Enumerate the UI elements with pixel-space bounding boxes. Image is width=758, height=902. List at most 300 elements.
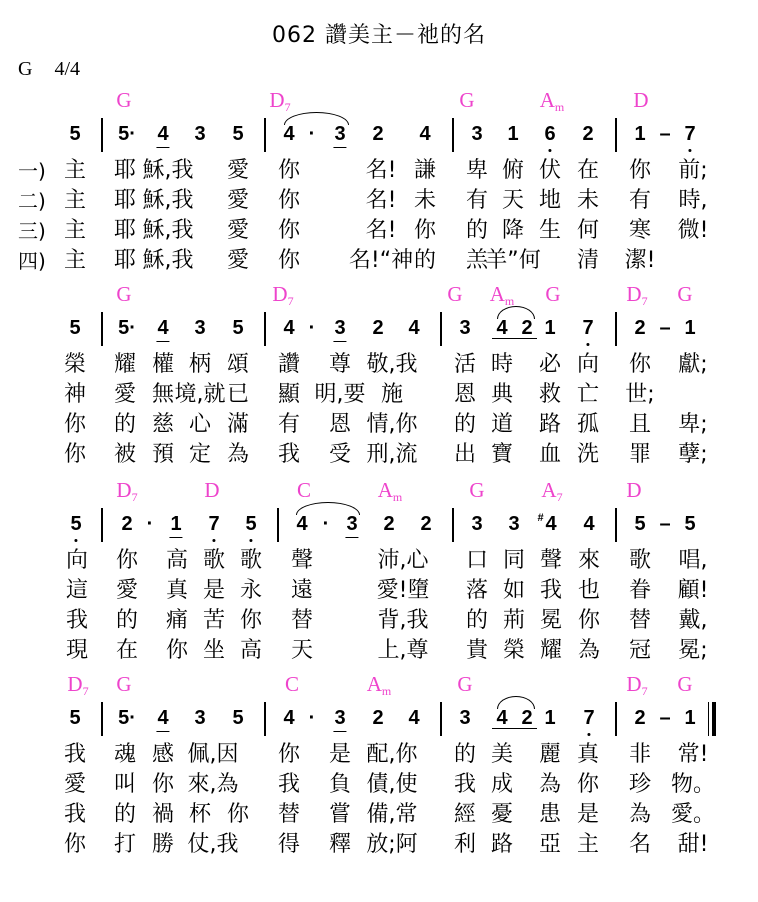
lyric-syllable: 出 (453, 442, 477, 467)
bar-line (615, 312, 617, 346)
note: 5 (69, 123, 81, 145)
chord-symbol: $A_7$ (541, 478, 563, 504)
verse-number: 二) (18, 189, 46, 213)
lyric-syllable: 我 (63, 742, 87, 767)
bar-line (277, 508, 279, 542)
chord-symbol: G (116, 88, 132, 112)
lyric-syllable: 歌 (202, 548, 226, 573)
lyric-syllable: 真 (576, 742, 600, 767)
chord-symbol: D (204, 478, 220, 502)
final-bar-line (708, 702, 716, 736)
lyric-line-verse-3 (0, 608, 758, 638)
chord-symbol: G (469, 478, 485, 502)
bar-line (101, 702, 103, 736)
lyric-syllable: 的 (465, 608, 489, 633)
lyric-syllable: 無 (151, 382, 175, 407)
lyric-syllable: 嘗 (328, 802, 352, 827)
lyric-syllable: 愛 (113, 382, 137, 407)
lyric-syllable: 魂 (113, 742, 137, 767)
note: 4 (283, 707, 295, 729)
lyric-syllable: 恩 (453, 382, 477, 407)
chord-symbol: $A_m$ (377, 478, 403, 504)
lyric-syllable: 我 (277, 772, 301, 797)
chord-symbol: $A_m$ (366, 672, 392, 698)
lyric-syllable: 為 (226, 442, 250, 467)
lyric-syllable: 榮 (63, 352, 87, 377)
bar-line (452, 508, 454, 542)
key-signature (18, 58, 102, 81)
note: 4 (496, 707, 508, 729)
lyric-line-verse-2 (0, 188, 758, 218)
bar-line (615, 702, 617, 736)
lyric-syllable: 物。 (670, 772, 716, 797)
lyric-syllable: 你 (63, 442, 87, 467)
note: – (659, 123, 671, 145)
chord-symbol: G (677, 282, 693, 306)
lyric-syllable: 謙 (413, 158, 437, 183)
lyric-syllable: 卑; (678, 412, 708, 437)
lyric-line-verse-3 (0, 802, 758, 832)
lyric-syllable: 已 (226, 382, 250, 407)
lyric-syllable: 的 (413, 248, 437, 273)
chord-symbol: $D_7$ (269, 88, 291, 114)
chord-symbol: $D_7$ (116, 478, 138, 504)
chord-symbol: G (116, 282, 132, 306)
lyric-syllable: 亞 (538, 832, 562, 857)
lyric-syllable: 典 (490, 382, 514, 407)
lyric-syllable: 耶 (113, 218, 137, 243)
lyric-syllable: 受 (328, 442, 352, 467)
lyric-syllable: 來 (577, 548, 601, 573)
lyric-line-verse-1 (0, 352, 758, 382)
lyric-syllable: 你 (63, 832, 87, 857)
lyric-syllable: 微! (677, 218, 709, 243)
lyric-syllable: 你 (277, 248, 301, 273)
lyric-syllable: 苦 (202, 608, 226, 633)
lyric-line-verse-2 (0, 382, 758, 412)
tie-arc (284, 112, 349, 125)
note: 4 (419, 123, 431, 145)
lyric-syllable: 主 (63, 248, 87, 273)
lyric-syllable: 向 (576, 352, 600, 377)
lyric-syllable: 你 (226, 802, 250, 827)
lyric-syllable: 感 (151, 742, 175, 767)
bar-line (264, 702, 266, 736)
lyric-syllable: 你 (115, 548, 139, 573)
lyric-syllable: 活 (453, 352, 477, 377)
lyric-syllable: 卑 (465, 158, 489, 183)
lyric-syllable: 清 (576, 248, 600, 273)
note-line (0, 706, 758, 738)
lyric-syllable: 羊”何 (485, 248, 541, 273)
lyric-syllable: 替 (277, 802, 301, 827)
lyric-syllable: 必 (538, 352, 562, 377)
lyric-syllable: 主 (63, 218, 87, 243)
lyric-syllable: 在 (115, 638, 139, 663)
bar-line (264, 312, 266, 346)
note: 7 (583, 707, 595, 729)
note-line (0, 316, 758, 348)
lyric-syllable: 天 (501, 188, 525, 213)
note: 5 (69, 317, 81, 339)
lyric-syllable: 高 (165, 548, 189, 573)
lyric-line-verse-4 (0, 248, 758, 278)
chord-symbol: D (633, 88, 649, 112)
lyric-syllable: 你 (577, 608, 601, 633)
note: 5 (232, 707, 244, 729)
lyric-syllable: 愛!墮 (376, 578, 430, 603)
chord-symbol: $A_m$ (539, 88, 565, 114)
lyric-syllable: 背,我 (377, 608, 429, 633)
lyric-syllable: 的 (453, 412, 477, 437)
lyric-syllable: 柄 (188, 352, 212, 377)
note: – (659, 707, 671, 729)
lyric-syllable: 聲 (290, 548, 314, 573)
note: 5 (232, 123, 244, 145)
lyric-syllable: 是 (576, 802, 600, 827)
lyric-syllable: 時 (490, 352, 514, 377)
hymn-title: 062 讚美主－祂的名 (272, 23, 486, 48)
note: 4 (283, 317, 295, 339)
lyric-syllable: 時, (678, 188, 708, 213)
lyric-syllable: 穌,我 (142, 218, 194, 243)
lyric-syllable: 名! (365, 158, 397, 183)
lyric-syllable: 名! (365, 188, 397, 213)
lyric-syllable: 你 (413, 218, 437, 243)
note: 5· (118, 707, 136, 729)
lyric-line-verse-4 (0, 832, 758, 862)
lyric-syllable: 名! (365, 218, 397, 243)
lyric-syllable: 為 (628, 802, 652, 827)
note: 4 (296, 513, 308, 535)
lyric-syllable: 得 (277, 832, 301, 857)
lyric-syllable: 你 (165, 638, 189, 663)
lyric-syllable: 耀 (113, 352, 137, 377)
lyric-syllable: 寶 (490, 442, 514, 467)
note: 4 (408, 317, 420, 339)
lyric-syllable: 愛 (115, 578, 139, 603)
lyric-syllable: 耶 (113, 188, 137, 213)
lyric-syllable: 你 (628, 352, 652, 377)
lyric-syllable: 常! (677, 742, 709, 767)
note: 1 (684, 317, 696, 339)
lyric-syllable: 心 (188, 412, 212, 437)
verse-number: 三) (18, 219, 46, 243)
lyric-syllable: 貴 (465, 638, 489, 663)
bar-line (440, 702, 442, 736)
lyric-syllable: 伏 (538, 158, 562, 183)
lyric-syllable: 道 (490, 412, 514, 437)
lyric-syllable: 現 (65, 638, 89, 663)
lyric-syllable: 我 (63, 802, 87, 827)
lyric-syllable: 被 (113, 442, 137, 467)
lyric-syllable: 有 (628, 188, 652, 213)
chord-symbol: G (677, 672, 693, 696)
lyric-line-verse-2 (0, 578, 758, 608)
lyric-line-verse-4 (0, 442, 758, 472)
lyric-syllable: 釋 (328, 832, 352, 857)
lyric-syllable: 成 (490, 772, 514, 797)
note: 2 (383, 513, 395, 535)
note: 1 (684, 707, 696, 729)
note: 5 (634, 513, 646, 535)
lyric-syllable: 美 (490, 742, 514, 767)
lyric-syllable: 何 (576, 218, 600, 243)
lyric-syllable: 患 (538, 802, 562, 827)
lyric-syllable: 頌 (226, 352, 250, 377)
note: 2 (372, 707, 384, 729)
note-line (0, 512, 758, 544)
lyric-syllable: 主 (63, 158, 87, 183)
note-line (0, 122, 758, 154)
lyric-syllable: 是 (328, 742, 352, 767)
lyric-syllable: 非 (628, 742, 652, 767)
lyric-syllable: 敬,我 (366, 352, 418, 377)
lyric-syllable: 永 (239, 578, 263, 603)
lyric-syllable: 的 (113, 412, 137, 437)
lyric-syllable: 你 (277, 742, 301, 767)
lyric-syllable: 孤 (576, 412, 600, 437)
note: 5· (118, 123, 136, 145)
lyric-syllable: 憂 (490, 802, 514, 827)
lyric-syllable: 神 (63, 382, 87, 407)
lyric-syllable: 我 (277, 442, 301, 467)
lyric-syllable: 真 (165, 578, 189, 603)
lyric-syllable: 替 (290, 608, 314, 633)
note: 5 (232, 317, 244, 339)
lyric-syllable: 罪 (628, 442, 652, 467)
note: 3 (459, 317, 471, 339)
lyric-syllable: 冕; (678, 638, 708, 663)
lyric-syllable: 地 (538, 188, 562, 213)
lyric-syllable: 路 (490, 832, 514, 857)
note: 5 (245, 513, 257, 535)
verse-number: 一) (18, 159, 46, 183)
lyric-syllable: 定 (188, 442, 212, 467)
lyric-syllable: 世; (625, 382, 655, 407)
lyric-syllable: 仗,我 (187, 832, 239, 857)
note: 3 (346, 513, 358, 535)
bar-line (615, 118, 617, 152)
lyric-syllable: 麗 (538, 742, 562, 767)
lyric-syllable: 高 (239, 638, 263, 663)
lyric-syllable: 穌,我 (142, 158, 194, 183)
lyric-syllable: 眷 (628, 578, 652, 603)
bar-line (101, 118, 103, 152)
chord-symbol: $D_7$ (626, 282, 648, 308)
lyric-syllable: 救 (538, 382, 562, 407)
lyric-syllable: 勝 (151, 832, 175, 857)
bar-line (264, 118, 266, 152)
note: 1 (544, 707, 556, 729)
note: 6 (544, 123, 556, 145)
note: 2 (634, 707, 646, 729)
note: 3 (471, 123, 483, 145)
lyric-line-verse-3 (0, 412, 758, 442)
lyric-syllable: 亡 (576, 382, 600, 407)
lyric-syllable: 滿 (226, 412, 250, 437)
lyric-syllable: 為 (538, 772, 562, 797)
lyric-syllable: 路 (538, 412, 562, 437)
chord-symbol: G (459, 88, 475, 112)
lyric-syllable: 你 (239, 608, 263, 633)
bar-line (101, 312, 103, 346)
note: 2 (521, 707, 533, 729)
key-label: G (18, 58, 33, 80)
lyric-syllable: 你 (63, 412, 87, 437)
note: 3 (459, 707, 471, 729)
lyric-syllable: 我 (539, 578, 563, 603)
lyric-syllable: 愛 (226, 158, 250, 183)
note: 4 (157, 123, 169, 145)
lyric-syllable: 我 (453, 772, 477, 797)
lyric-syllable: 穌,我 (142, 248, 194, 273)
lyric-syllable: 佩,因 (187, 742, 239, 767)
note: · (308, 317, 316, 339)
lyric-line-verse-1 (0, 742, 758, 772)
lyric-syllable: 替 (628, 608, 652, 633)
lyric-syllable: 向 (65, 548, 89, 573)
beam-underline (492, 728, 537, 729)
lyric-syllable: 遠 (290, 578, 314, 603)
lyric-syllable: 愛 (226, 248, 250, 273)
lyric-syllable: 冕 (539, 608, 563, 633)
lyric-syllable: 聲 (539, 548, 563, 573)
note: 1 (170, 513, 182, 535)
lyric-syllable: 禍 (151, 802, 175, 827)
lyric-syllable: 備,常 (366, 802, 418, 827)
lyric-syllable: 有 (277, 412, 301, 437)
chord-symbol: G (545, 282, 561, 306)
lyric-line-verse-4 (0, 638, 758, 668)
lyric-syllable: 打 (113, 832, 137, 857)
lyric-syllable: 負 (328, 772, 352, 797)
chord-symbol: $D_7$ (67, 672, 89, 698)
lyric-syllable: 寒 (628, 218, 652, 243)
lyric-syllable: 愛。 (670, 802, 716, 827)
lyric-syllable: 耶 (113, 248, 137, 273)
note: 1 (507, 123, 519, 145)
lyric-syllable: 預 (151, 442, 175, 467)
note: – (659, 513, 671, 535)
lyric-syllable: 這 (65, 578, 89, 603)
note: 3 (194, 707, 206, 729)
lyric-syllable: 你 (151, 772, 175, 797)
lyric-syllable: 痛 (165, 608, 189, 633)
lyric-syllable: 債,使 (366, 772, 418, 797)
bar-line (615, 508, 617, 542)
lyric-syllable: 放;阿 (366, 832, 418, 857)
note: · (146, 513, 154, 535)
lyric-syllable: 在 (576, 158, 600, 183)
note: 4 (583, 513, 595, 535)
note: 4 # (545, 512, 556, 536)
chord-symbol: $A_m$ (489, 282, 515, 308)
lyric-syllable: 名!“神 (348, 248, 414, 273)
lyric-syllable: 利 (453, 832, 477, 857)
lyric-syllable: 的 (465, 218, 489, 243)
lyric-syllable: 施 (380, 382, 404, 407)
lyric-syllable: 未 (576, 188, 600, 213)
lyric-syllable: 的 (115, 608, 139, 633)
lyric-syllable: 未 (413, 188, 437, 213)
lyric-syllable: 冠 (628, 638, 652, 663)
lyric-syllable: 且 (628, 412, 652, 437)
note: 5· (118, 317, 136, 339)
bar-line (101, 508, 103, 542)
chord-symbol: C (296, 478, 312, 502)
lyric-syllable: 唱, (678, 548, 708, 573)
lyric-syllable: 甜! (677, 832, 709, 857)
lyric-syllable: 我 (65, 608, 89, 633)
lyric-syllable: 俯 (501, 158, 525, 183)
note: 3 (334, 707, 346, 729)
lyric-syllable: 愛 (63, 772, 87, 797)
lyric-syllable: 叫 (113, 772, 137, 797)
lyric-syllable: 你 (277, 188, 301, 213)
lyric-syllable: 主 (576, 832, 600, 857)
lyric-syllable: 名 (628, 832, 652, 857)
beam-underline (492, 338, 537, 339)
chord-symbol: G (457, 672, 473, 696)
bar-line (440, 312, 442, 346)
lyric-syllable: 歌 (239, 548, 263, 573)
lyric-line-verse-1 (0, 158, 758, 188)
lyric-syllable: 配,你 (366, 742, 418, 767)
note: 3 (508, 513, 520, 535)
lyric-syllable: 杯 (188, 802, 212, 827)
sharp-icon: # (537, 512, 544, 524)
lyric-syllable: 你 (576, 772, 600, 797)
lyric-syllable: 上,尊 (377, 638, 429, 663)
bar-line (452, 118, 454, 152)
time-signature: 4/4 (54, 58, 81, 80)
note: 3 (334, 317, 346, 339)
lyric-syllable: 落 (465, 578, 489, 603)
lyric-syllable: 愛 (226, 218, 250, 243)
lyric-syllable: 為 (577, 638, 601, 663)
lyric-syllable: 情,你 (366, 412, 418, 437)
lyric-syllable: 恩 (328, 412, 352, 437)
lyric-syllable: 前; (678, 158, 708, 183)
lyric-syllable: 是 (202, 578, 226, 603)
note: 4 (157, 317, 169, 339)
note: 2 (121, 513, 133, 535)
lyric-syllable: 羔 (465, 248, 489, 273)
note: 3 (471, 513, 483, 535)
lyric-syllable: 穌,我 (142, 188, 194, 213)
chord-symbol: C (284, 672, 300, 696)
lyric-syllable: 歌 (628, 548, 652, 573)
note: 5 (69, 707, 81, 729)
lyric-syllable: 經 (453, 802, 477, 827)
lyric-syllable: 生 (538, 218, 562, 243)
note: · (308, 707, 316, 729)
note: 4 (157, 707, 169, 729)
lyric-syllable: 境,就 (174, 382, 226, 407)
note: 3 (194, 123, 206, 145)
note: 5 (684, 513, 696, 535)
lyric-syllable: 主 (63, 188, 87, 213)
chord-symbol: D (626, 478, 642, 502)
lyric-syllable: 尊 (328, 352, 352, 377)
lyric-line-verse-3 (0, 218, 758, 248)
chord-symbol: $D_7$ (626, 672, 648, 698)
note: · (308, 123, 316, 145)
note: 4 (496, 317, 508, 339)
note: 4 (283, 123, 295, 145)
chord-symbol: G (447, 282, 463, 306)
